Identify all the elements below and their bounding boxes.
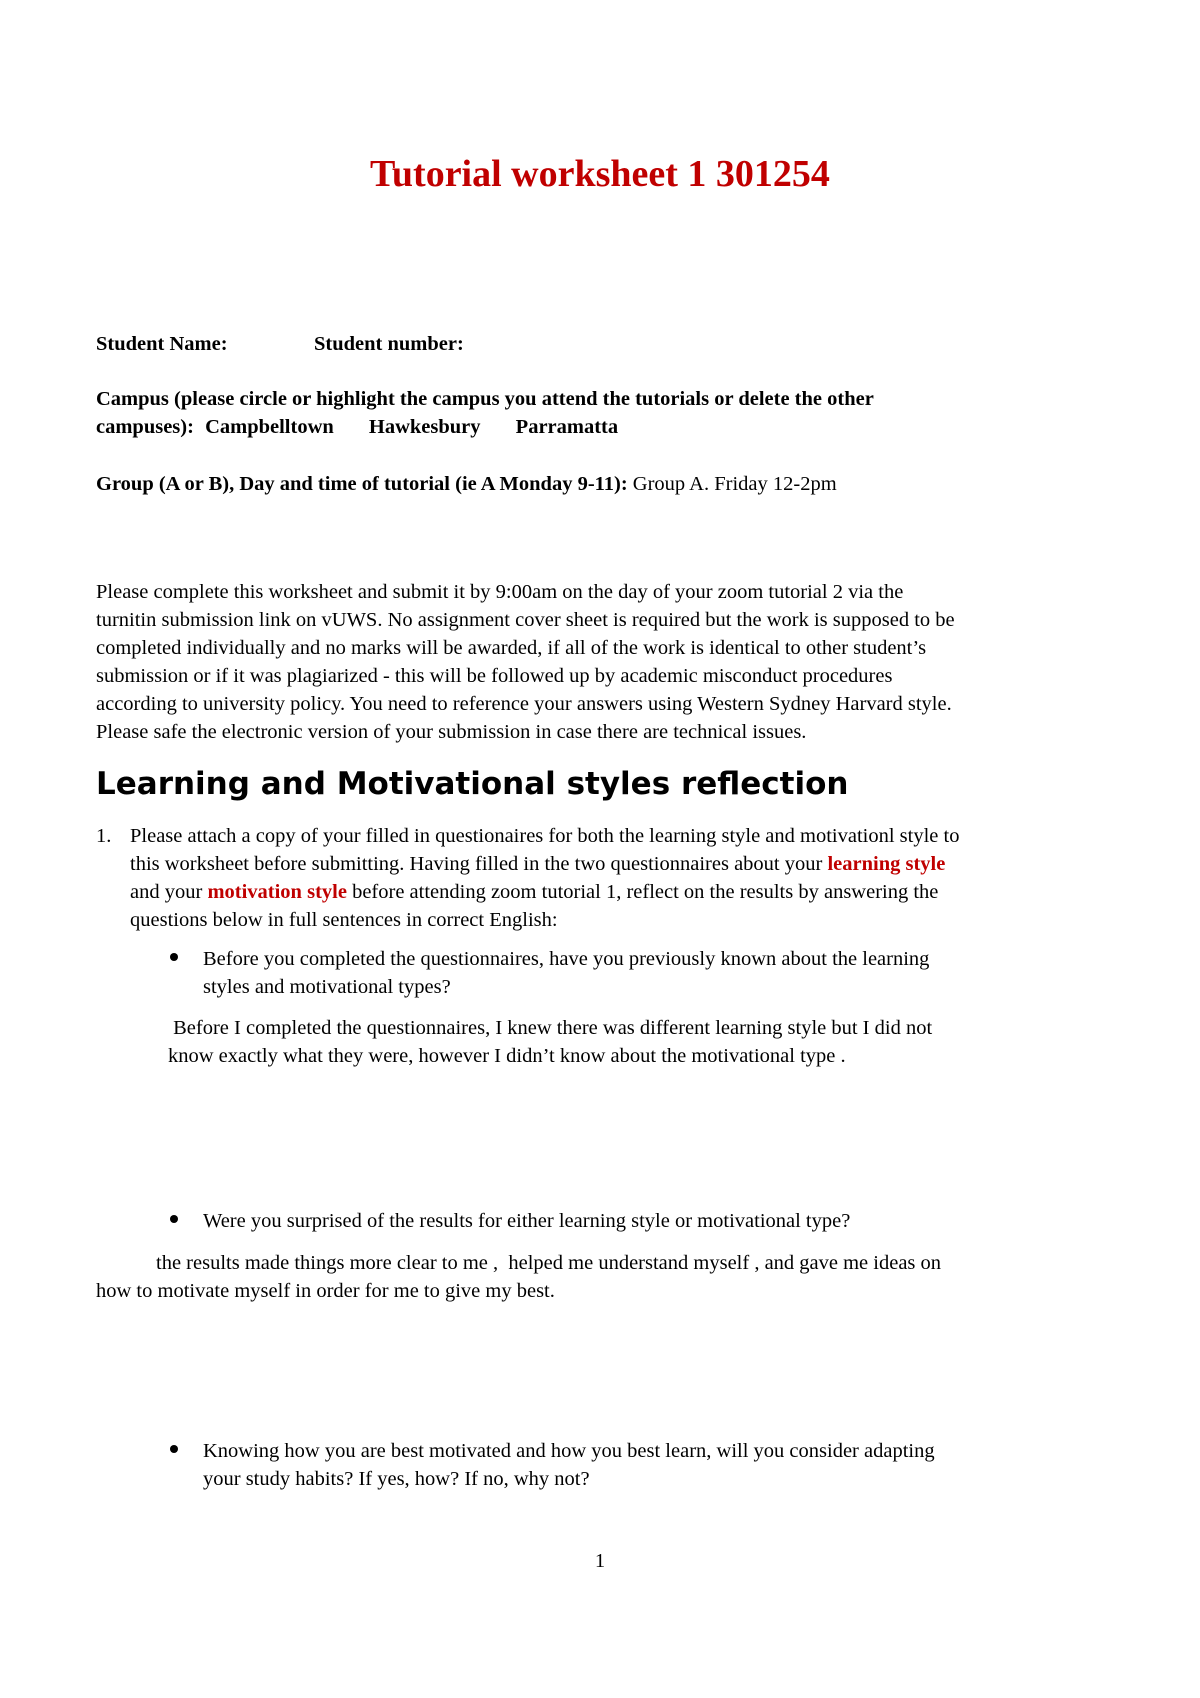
campus-option-parramatta: Parramatta: [515, 416, 619, 438]
campus-label: campuses):: [96, 416, 194, 438]
group-label: Group (A or B), Day and time of tutorial (ie A Monday 9-11):: [96, 473, 628, 495]
group-line: [96, 470, 837, 498]
instructions-line: submission or if it was plagiarized - this will be followed up by academic misconduct procedures: [96, 665, 893, 687]
campus-line-1: Campus (please circle or highlight the campus you attend the tutorials or delete the other: [96, 388, 874, 410]
question1-line-4: questions below in full sentences in correct English:: [130, 909, 558, 931]
instructions-line: Please safe the electronic version of your submission in case there are technical issues.: [96, 721, 807, 743]
answer-line: Before I completed the questionnaires, I knew there was different learning style but I did not: [168, 1017, 933, 1039]
question1-line-1: Please attach a copy of your filled in questionaires for both the learning style and motivationl style to: [130, 825, 960, 847]
student-name-label: Student Name:: [96, 333, 228, 355]
bullet-question-line: Were you surprised of the results for either learning style or motivational type?: [203, 1210, 851, 1232]
instructions-line: turnitin submission link on vUWS. No assignment cover sheet is required but the work is supposed to be: [96, 609, 955, 631]
bullet-icon: [168, 951, 182, 965]
bullet-icon: [168, 1213, 182, 1227]
bullet-question-line: Knowing how you are best motivated and how you best learn, will you consider adapting: [203, 1440, 935, 1462]
question1-text: this worksheet before submitting. Having filled in the two questionnaires about your: [130, 853, 823, 875]
page-title: Tutorial worksheet 1 301254: [370, 153, 830, 195]
bullet-icon: [168, 1443, 182, 1457]
student-number-label: Student number:: [314, 333, 464, 355]
instructions-line: according to university policy. You need to reference your answers using Western Sydney Harvard style.: [96, 693, 952, 715]
question-number: 1.: [96, 825, 112, 847]
campus-option-hawkesbury: Hawkesbury: [368, 416, 481, 438]
bullet-question-line: styles and motivational types?: [203, 976, 451, 998]
question1-line-3: [130, 878, 938, 906]
bullet-question-line: Before you completed the questionnaires, have you previously known about the learning: [203, 948, 930, 970]
motivation-style-highlight: motivation style: [207, 881, 347, 903]
group-value: Group A. Friday 12-2pm: [632, 473, 837, 495]
answer-line: the results made things more clear to me , helped me understand myself , and gave me ideas on: [156, 1252, 942, 1274]
campus-option-campbelltown: Campbelltown: [205, 416, 334, 438]
page-number: 1: [594, 1550, 606, 1572]
instructions-line: completed individually and no marks will be awarded, if all of the work is identical to other student’s: [96, 637, 927, 659]
learning-style-highlight: learning style: [827, 853, 946, 875]
instructions-line: Please complete this worksheet and submit it by 9:00am on the day of your zoom tutorial 2 via the: [96, 581, 904, 603]
question1-text: and your: [130, 881, 203, 903]
answer-line: know exactly what they were, however I didn’t know about the motivational type .: [168, 1045, 846, 1067]
answer-line: how to motivate myself in order for me to give my best.: [96, 1280, 555, 1302]
question1-text: before attending zoom tutorial 1, reflect on the results by answering the: [352, 881, 939, 903]
bullet-question-line: your study habits? If yes, how? If no, why not?: [203, 1468, 590, 1490]
section-heading: Learning and Motivational styles reflection: [96, 766, 849, 802]
campus-line-2: [96, 413, 618, 441]
question1-line-2: [130, 850, 945, 878]
